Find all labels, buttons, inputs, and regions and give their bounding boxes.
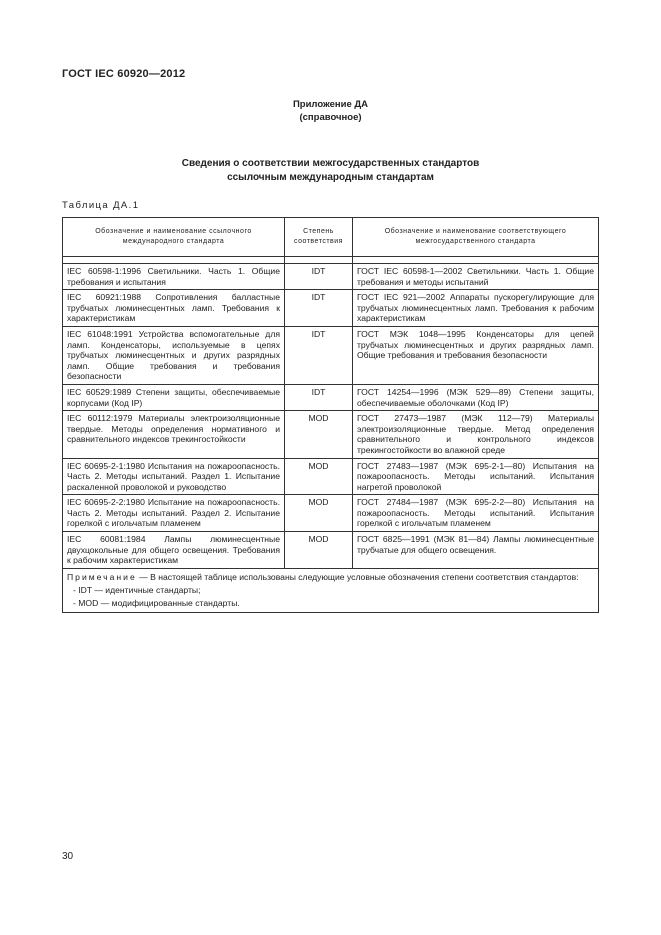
degree-cell: IDT	[285, 290, 353, 327]
appendix-subtitle: (справочное)	[299, 111, 362, 123]
note-item-mod: - MOD — модифицированные стандарты.	[73, 597, 240, 608]
table-row	[63, 264, 599, 290]
header-degree: Степень соответствия	[285, 218, 353, 257]
table-row	[63, 411, 599, 458]
correspondence-table	[62, 217, 599, 613]
interstate-standard-cell: ГОСТ 27484—1987 (МЭК 695-2-2—80) Испытания на пожароопасность. Методы испытаний. Испытания горелкой с игольчатым пламенем	[353, 495, 599, 532]
intl-standard-cell: IEC 60921:1988 Сопротивления балластные трубчатых люминесцентных ламп. Требования к характеристикам	[63, 290, 285, 327]
table-note	[63, 568, 599, 612]
interstate-standard-cell: ГОСТ МЭК 1048—1995 Конденсаторы для цепей трубчатых люминесцентных и других разрядных ламп. Общие требования и требования безопасности	[353, 326, 599, 384]
intl-standard-cell: IEC 60598-1:1996 Светильники. Часть 1. Общие требования и испытания	[63, 264, 285, 290]
degree-cell: MOD	[285, 458, 353, 495]
header-interstate-standard: Обозначение и наименование соответствующего межгосударственного стандарта	[353, 218, 599, 257]
section-title	[0, 157, 661, 185]
header-intl-standard: Обозначение и наименование ссылочного международного стандарта	[63, 218, 285, 257]
degree-cell: IDT	[285, 384, 353, 410]
table-header-row	[63, 218, 599, 257]
interstate-standard-cell: ГОСТ 27483—1987 (МЭК 695-2-1—80) Испытания на пожароопасность. Методы испытаний. Испытания нагретой проволокой	[353, 458, 599, 495]
note-text: — В настоящей таблице использованы следующие условные обозначения степени соответствия стандартов:	[139, 571, 579, 582]
table-spacer-row	[63, 257, 599, 264]
interstate-standard-cell: ГОСТ IEC 921—2002 Аппараты пускорегулирующие для трубчатых люминесцентных ламп. Требования к рабочим характеристикам	[353, 290, 599, 327]
degree-cell: MOD	[285, 411, 353, 458]
note-label: Примечание	[67, 571, 137, 582]
table-note-row	[63, 568, 599, 612]
note-item-idt: - IDT — идентичные стандарты;	[73, 584, 201, 595]
appendix-title: Приложение ДА	[292, 99, 369, 110]
interstate-standard-cell: ГОСТ IEC 60598-1—2002 Светильники. Часть 1. Общие требования и методы испытаний	[353, 264, 599, 290]
interstate-standard-cell: ГОСТ 6825—1991 (МЭК 81—84) Лампы люминесцентные трубчатые для общего освещения.	[353, 532, 599, 569]
interstate-standard-cell: ГОСТ 27473—1987 (МЭК 112—79) Материалы электроизоляционные твердые. Метод определения сравнительного и контрольного индексов трекингостойкости во влажной среде	[353, 411, 599, 458]
degree-cell: MOD	[285, 495, 353, 532]
section-title-line2: ссылочным международным стандартам	[227, 172, 434, 183]
intl-standard-cell: IEC 60695-2-2:1980 Испытание на пожароопасность. Часть 2. Методы испытаний. Раздел 2. Испытание горелкой с игольчатым пламенем	[63, 495, 285, 532]
table-row	[63, 290, 599, 327]
degree-cell: MOD	[285, 532, 353, 569]
table-row	[63, 326, 599, 384]
table-label: Таблица ДА.1	[62, 200, 140, 211]
intl-standard-cell: IEC 60695-2-1:1980 Испытания на пожароопасность. Часть 2. Методы испытаний. Раздел 1. Испытание раскаленной проволокой и руководство	[63, 458, 285, 495]
interstate-standard-cell: ГОСТ 14254—1996 (МЭК 529—89) Степени защиты, обеспечиваемые оболочками (Код IP)	[353, 384, 599, 410]
table-row	[63, 495, 599, 532]
appendix-heading	[0, 99, 661, 124]
table-row	[63, 532, 599, 569]
section-title-line1: Сведения о соответствии межгосударственных стандартов	[181, 158, 480, 169]
intl-standard-cell: IEC 60081:1984 Лампы люминесцентные двухцокольные для общего освещения. Требования к рабочим характеристикам	[63, 532, 285, 569]
intl-standard-cell: IEC 60112:1979 Материалы электроизоляционные твердые. Методы определения нормативного и сравнительного индексов трекингостойкости	[63, 411, 285, 458]
intl-standard-cell: IEC 60529:1989 Степени защиты, обеспечиваемые корпусами (Код IP)	[63, 384, 285, 410]
page-number: 30	[62, 851, 74, 862]
intl-standard-cell: IEC 61048:1991 Устройства вспомогательные для ламп. Конденсаторы, используемые в цепях трубчатых люминесцентных и других разрядных ламп. Общие требования и требования безопасности	[63, 326, 285, 384]
degree-cell: IDT	[285, 326, 353, 384]
table-row	[63, 384, 599, 410]
document-code: ГОСТ IEC 60920—2012	[62, 68, 186, 80]
degree-cell: IDT	[285, 264, 353, 290]
table-row	[63, 458, 599, 495]
